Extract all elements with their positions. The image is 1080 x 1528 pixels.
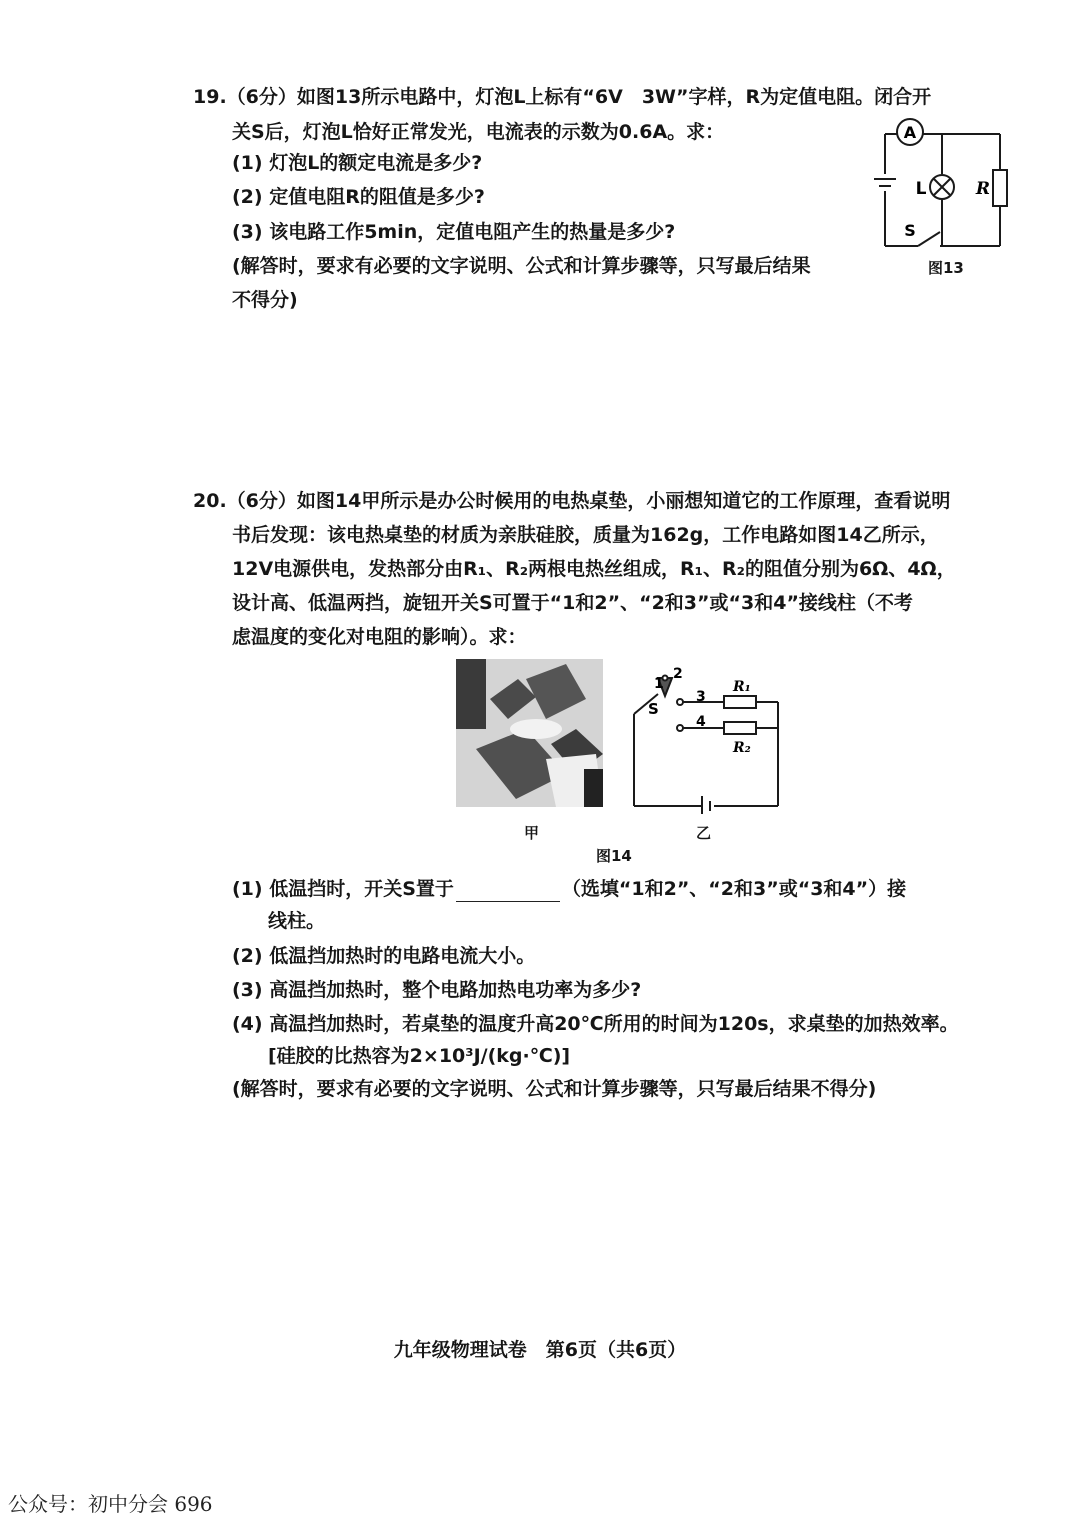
figure-14-label-yi: 乙 — [696, 824, 712, 842]
desk-mat-photo — [456, 659, 603, 807]
q20-sub-1-before: (1) 低温挡时，开关S置于 — [232, 878, 454, 900]
q19-sub-2: (2) 定值电阻R的阻值是多少? — [232, 186, 485, 208]
resistor-label: R — [975, 179, 991, 199]
q20-stem-line-5: 虑温度的变化对电阻的影响）。求： — [232, 626, 527, 648]
q20-sub-1-after: （选填“1和2”、“2和3”或“3和4”）接 — [561, 878, 907, 900]
figure-14-caption: 图14 — [596, 847, 632, 865]
q20-stem-line-2: 书后发现：该电热桌垫的材质为亲肤硅胶，质量为162g，工作电路如图14乙所示， — [232, 524, 939, 546]
figure-13-caption: 图13 — [928, 259, 964, 277]
q20-sub-1 — [232, 876, 906, 902]
q20-sub-2: (2) 低温挡加热时的电路电流大小。 — [232, 945, 536, 967]
q20-note: (解答时，要求有必要的文字说明、公式和计算步骤等，只写最后结果不得分) — [232, 1078, 877, 1100]
q20-stem-line-4: 设计高、低温两挡，旋钮开关S可置于“1和2”、“2和3”或“3和4”接线柱（不考 — [232, 592, 913, 614]
figure-14-circuit — [620, 664, 795, 814]
figure-14-label-jia: 甲 — [524, 824, 540, 842]
terminal-4-label: 4 — [696, 714, 706, 730]
page-footer: 九年级物理试卷 第6页（共6页） — [393, 1339, 687, 1361]
switch-s-label: S — [648, 700, 659, 718]
watermark: 公众号：初中分会 696 — [8, 1492, 213, 1516]
switch-label: S — [904, 221, 916, 240]
ammeter-label: A — [903, 123, 917, 142]
r2-label: R₂ — [733, 740, 751, 756]
terminal-3-label: 3 — [696, 689, 706, 705]
q19-note-line-2: 不得分) — [232, 289, 298, 311]
q19-stem-line-2: 关S后，灯泡L恰好正常发光，电流表的示数为0.6A。求： — [232, 121, 725, 143]
q20-sub-4-cont: [硅胶的比热容为2×10³J/(kg·℃)] — [268, 1045, 571, 1067]
q20-sub-1-answer-blank — [456, 881, 560, 902]
q20-stem-line-3: 12V电源供电，发热部分由R₁、R₂两根电热丝组成，R₁、R₂的阻值分别为6Ω、4Ω， — [232, 558, 956, 580]
q20-sub-4: (4) 高温挡加热时，若桌垫的温度升高20℃所用的时间为120s，求桌垫的加热效率。 — [232, 1013, 959, 1035]
q19-sub-3: (3) 该电路工作5min，定值电阻产生的热量是多少? — [232, 221, 676, 243]
lamp-label: L — [915, 179, 927, 199]
q19-sub-1: (1) 灯泡L的额定电流是多少? — [232, 152, 483, 174]
desk-mat-photo-drawing — [456, 659, 603, 807]
q20-sub-3: (3) 高温挡加热时，整个电路加热电功率为多少? — [232, 979, 642, 1001]
terminal-1-label: 1 — [654, 676, 664, 692]
figure-13-circuit — [870, 112, 1020, 257]
terminal-2-label: 2 — [673, 666, 683, 682]
q20-sub-1-cont: 线柱。 — [268, 910, 326, 932]
q20-stem-line-1: 20.（6分）如图14甲所示是办公时候用的电热桌垫，小丽想知道它的工作原理，查看说明 — [193, 490, 951, 512]
q19-note-line-1: (解答时，要求有必要的文字说明、公式和计算步骤等，只写最后结果 — [232, 255, 811, 277]
q19-stem-line-1: 19.（6分）如图13所示电路中，灯泡L上标有“6V 3W”字样，R为定值电阻。闭合开 — [193, 86, 932, 108]
r1-label: R₁ — [733, 679, 751, 695]
